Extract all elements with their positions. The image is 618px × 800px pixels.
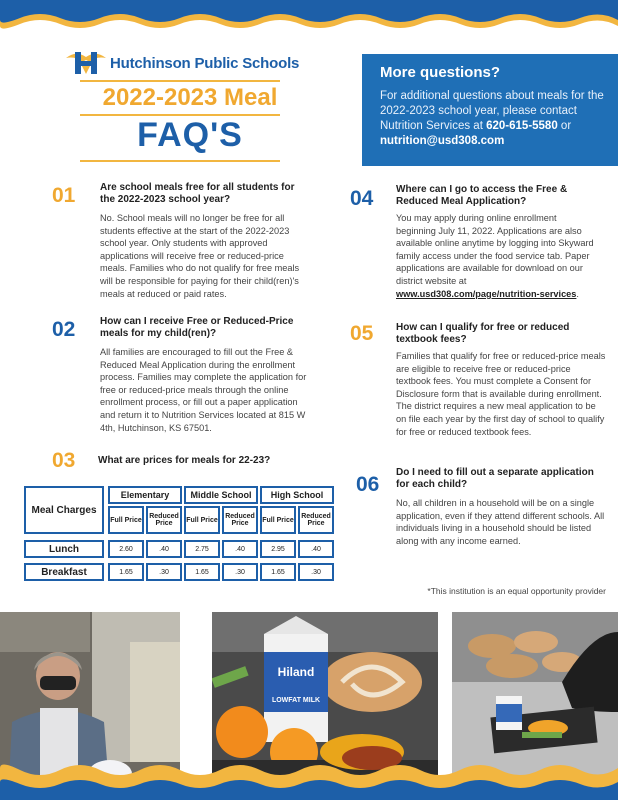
sub-reduced-price-middle: Reduced Price — [222, 506, 258, 534]
contact-intro: For additional questions about meals for the 2022-2023 school year, please contact Nutrition Services at — [380, 90, 604, 132]
sub-full-price-high: Full Price — [260, 506, 296, 534]
breakfast-high-full: 1.65 — [260, 563, 296, 581]
nutrition-services-link[interactable]: www.usd308.com/page/nutrition-services — [396, 288, 577, 299]
faq-number-02: 02 — [52, 318, 76, 341]
faq-question-03: What are prices for meals for 22-23? — [98, 455, 271, 466]
faq-number-03: 03 — [52, 449, 76, 472]
faq-question-02: How can I receive Free or Reduced-Price meals for my child(ren)? — [100, 316, 294, 339]
page-title: FAQ'S — [137, 116, 243, 154]
breakfast-elementary-full: 1.65 — [108, 563, 144, 581]
faq-answer-06: No, all children in a household will be on a single application, even if they attend different schools. All individuals living in a household should be listed along with any income earned. — [396, 498, 605, 546]
lunch-middle-reduced: .40 — [222, 540, 258, 558]
contact-box — [362, 54, 618, 166]
faq-number-05: 05 — [350, 322, 374, 345]
level-high-school: High School — [260, 486, 334, 504]
top-wave-banner — [0, 0, 618, 40]
row-label-breakfast: Breakfast — [24, 563, 104, 581]
milk-brand: Hiland — [277, 665, 315, 679]
breakfast-elementary-reduced: .30 — [146, 563, 182, 581]
breakfast-high-reduced: .30 — [298, 563, 334, 581]
breakfast-middle-full: 1.65 — [184, 563, 220, 581]
lunch-middle-full: 2.75 — [184, 540, 220, 558]
district-name: Hutchinson Public Schools — [110, 54, 300, 72]
row-label-lunch: Lunch — [24, 540, 104, 558]
level-elementary: Elementary — [108, 486, 182, 504]
sub-reduced-price-elementary: Reduced Price — [146, 506, 182, 534]
level-middle-school: Middle School — [184, 486, 258, 504]
faq-answer-04-end: . — [576, 288, 579, 299]
faq-number-06: 06 — [356, 473, 380, 496]
faq-answer-04 — [396, 212, 596, 300]
title-line-1: 2022-2023 Meal — [102, 84, 278, 111]
faq-question-06: Do I need to fill out a separate application for each child? — [396, 467, 594, 490]
lunch-elementary-full: 2.60 — [108, 540, 144, 558]
milk-carton-label: LOWFAT MILK — [271, 697, 321, 704]
faq-answer-01: No. School meals will no longer be free for all students effective at the start of the 2022-2023 school year. Only students with approved applications will receive free or reduced-price meals. Families who do not qualify for free meals will be responsible for paying for their child(ren)'s meals at reduced or paid rates. — [100, 213, 300, 299]
faq-answer-04-text: You may apply during online enrollment beginning July 11, 2022. Applications are also available online anytime by logging into Skyward family access under the food service tab. Paper applications are available for download on our district website at — [396, 213, 594, 286]
contact-phone[interactable]: 620-615-5580 — [486, 120, 558, 132]
faq-question-04: Where can I go to access the Free & Reduced Meal Application? — [396, 184, 568, 207]
lunch-high-reduced: .40 — [298, 540, 334, 558]
meal-charges-header: Meal Charges — [24, 486, 104, 534]
equal-opportunity-footnote: *This institution is an equal opportunity provider — [427, 586, 606, 596]
faq-question-01: Are school meals free for all students for the 2022-2023 school year? — [100, 182, 295, 205]
lunch-elementary-reduced: .40 — [146, 540, 182, 558]
breakfast-middle-reduced: .30 — [222, 563, 258, 581]
contact-or: or — [557, 120, 572, 132]
lunch-high-full: 2.95 — [260, 540, 296, 558]
bottom-wave-banner — [0, 750, 618, 800]
contact-email[interactable]: nutrition@usd308.com — [380, 135, 505, 147]
sub-full-price-elementary: Full Price — [108, 506, 144, 534]
contact-text — [380, 89, 604, 149]
title-divider-top — [80, 80, 280, 82]
faq-answer-02: All families are encouraged to fill out the Free & Reduced Meal Application during the enrollment process. Families may complete the application for free or reduced-price meals through the online enrollment process, or fill out a paper application and return it to Nutrition Services located at 815 W 4th, Hutchinson, KS 67501. — [100, 347, 307, 433]
faq-answer-05: Families that qualify for free or reduced-price meals are eligible to receive free or reduced-price textbook fees. You must complete a Consent for Disclosure form that is available during enrollment. The district requires a new meal application to be on file each year by the first day of school to qualify for free or reduced textbook fees. — [396, 351, 606, 437]
salthawk-logo-icon — [64, 48, 108, 78]
sub-reduced-price-high: Reduced Price — [298, 506, 334, 534]
faq-number-04: 04 — [350, 187, 374, 210]
title-divider-bottom — [80, 160, 280, 162]
sub-full-price-middle: Full Price — [184, 506, 220, 534]
district-logo — [64, 48, 299, 78]
faq-number-01: 01 — [52, 184, 76, 207]
contact-heading: More questions? — [380, 64, 501, 81]
faq-question-05: How can I qualify for free or reduced textbook fees? — [396, 322, 570, 345]
